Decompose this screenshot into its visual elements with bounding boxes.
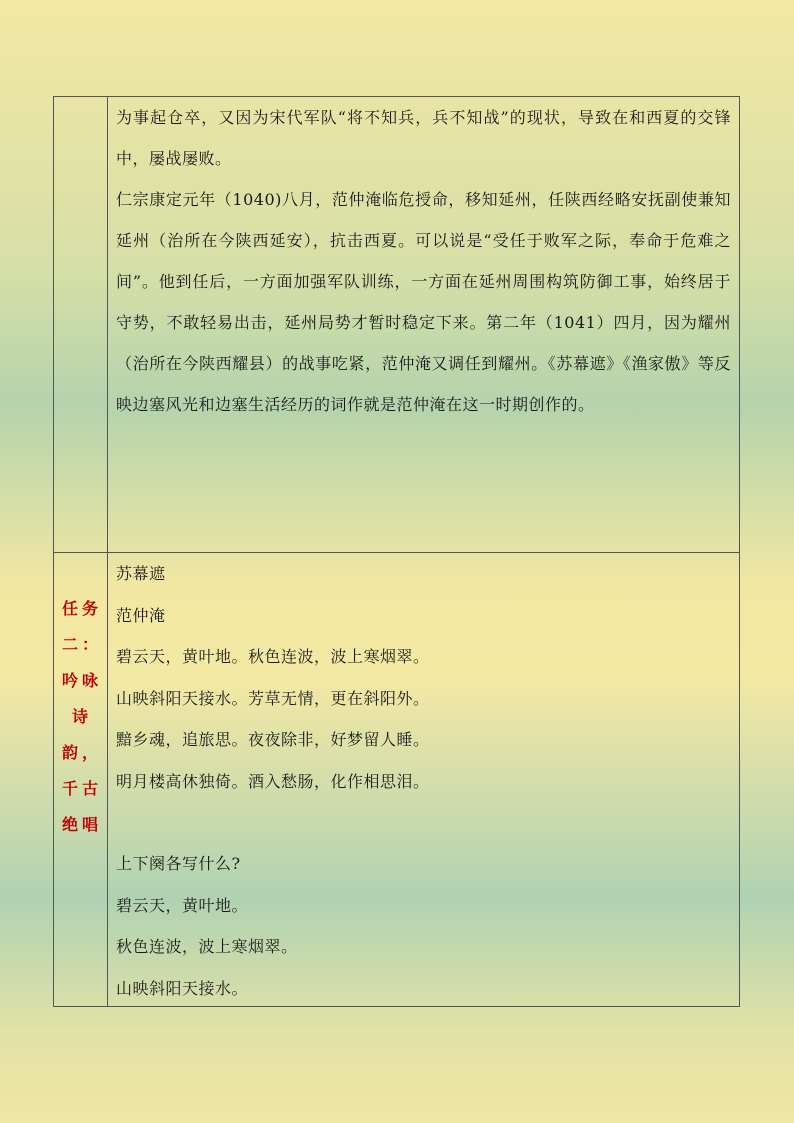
- poem-line-4: 明月楼高休独倚。酒入愁肠，化作相思泪。: [116, 771, 430, 791]
- table-row-task-two: [54, 553, 739, 1006]
- poem-title: 苏幕遮: [116, 564, 166, 583]
- poem-line-1: 碧云天，黄叶地。秋色连波，波上寒烟翠。: [116, 647, 430, 666]
- answer-line-2: 秋色连波，波上寒烟翠。: [116, 937, 298, 956]
- poem-author: 范仲淹: [116, 605, 166, 625]
- row-label-cell-task: [54, 553, 108, 1006]
- blank-spacer: [116, 802, 731, 843]
- poem-line-2: 山映斜阳天接水。芳草无情，更在斜阳外。: [116, 688, 430, 708]
- answer-line-1: 碧云天，黄叶地。: [116, 895, 249, 915]
- content-table: [53, 96, 740, 1007]
- history-paragraph-2: 仁宗康定元年（1040)八月，范仲淹临危授命，移知延州，任陕西经略安抚副使兼知延州（治所在今陕西延安），抗击西夏。可以说是“受任于败军之际，奉命于危难之间”。他到任后，一方面加强军队训练，一方面在延州周围构筑防御工事，始终居于守势，不敢轻易出击，延州局势才暂时稳定下来。第二年（1041）四月，因为耀州（治所在今陕西耀县）的战事吃紧，范仲淹又调任到耀州。《苏幕遮》《渔家傲》等反映边塞风光和边塞生活经历的词作就是范仲淹在这一时期创作的。: [116, 190, 731, 414]
- question-text: 上下阕各写什么?: [116, 854, 241, 873]
- poem-line-3: 黯乡魂，追旅思。夜夜除非，好梦留人睡。: [116, 730, 430, 749]
- history-paragraph-1: 为事起仓卒，又因为宋代军队“将不知兵，兵不知战”的现状，导致在和西夏的交锋中，屡战屡败。: [116, 108, 731, 168]
- poem-text-cell: [108, 553, 739, 1006]
- table-row-history: [54, 97, 739, 553]
- answer-line-3: 山映斜阳天接水。: [116, 978, 249, 998]
- history-text-cell: [108, 97, 739, 552]
- row-label-cell-empty: [54, 97, 108, 552]
- task-two-label: 任务二：吟咏诗韵，千古绝唱: [61, 599, 102, 834]
